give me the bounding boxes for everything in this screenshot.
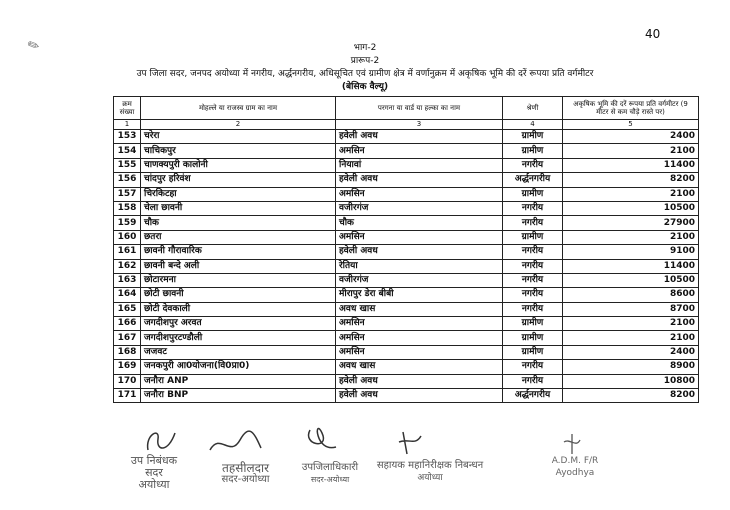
row-locality: चेला छावनी	[141, 201, 336, 215]
row-locality: छावनी बन्दे अली	[141, 259, 336, 273]
row-category: ग्रामीण	[503, 187, 563, 201]
row-pargana: हवेली अवध	[336, 173, 503, 187]
row-rate: 2100	[563, 230, 699, 244]
row-serial: 153	[114, 130, 141, 144]
table-row	[114, 389, 699, 403]
table-row	[114, 331, 699, 345]
row-pargana: वजीरगंज	[336, 201, 503, 215]
col-number: 2	[141, 120, 336, 130]
row-locality: छतरा	[141, 230, 336, 244]
rates-table	[113, 96, 699, 403]
row-locality: छावनी गौरावारिक	[141, 245, 336, 259]
row-rate: 8200	[563, 173, 699, 187]
row-locality: जजवट	[141, 345, 336, 359]
signature-scribble-icon	[560, 432, 584, 456]
row-rate: 10500	[563, 201, 699, 215]
row-locality: चाचिकपुर	[141, 144, 336, 158]
document-subtitle: (बेसिक वैल्यू)	[341, 82, 389, 92]
table-row	[114, 216, 699, 230]
signature-title: A.D.M. F/R	[551, 456, 599, 466]
signature-block	[535, 455, 615, 479]
row-locality: जनौरा ANP	[141, 374, 336, 388]
row-pargana: अमसिन	[336, 187, 503, 201]
row-rate: 10500	[563, 273, 699, 287]
col-header-locality: मोहल्ले या राजस्व ग्राम का नाम	[141, 97, 336, 120]
col-number: 5	[563, 120, 699, 130]
row-pargana: रेतिया	[336, 259, 503, 273]
table-row	[114, 259, 699, 273]
table-row	[114, 187, 699, 201]
row-rate: 2100	[563, 331, 699, 345]
signature-title: उपजिलाधिकारी	[301, 462, 359, 473]
row-pargana: हवेली अवध	[336, 245, 503, 259]
signature-line: सदर	[145, 466, 163, 479]
row-serial: 158	[114, 201, 141, 215]
row-pargana: हवेली अवध	[336, 374, 503, 388]
table-row	[114, 345, 699, 359]
row-category: नगरीय	[503, 360, 563, 374]
row-pargana: अमसिन	[336, 144, 503, 158]
table-header-row	[114, 97, 699, 120]
row-category: ग्रामीण	[503, 130, 563, 144]
row-category: नगरीय	[503, 245, 563, 259]
row-category: नगरीय	[503, 374, 563, 388]
row-category: नगरीय	[503, 302, 563, 316]
signature-line: अयोध्या	[138, 478, 170, 491]
signature-block	[365, 460, 495, 484]
row-rate: 11400	[563, 158, 699, 172]
row-locality: चाणक्यपुरी कालोनी	[141, 158, 336, 172]
row-rate: 2100	[563, 144, 699, 158]
signature-line: सदर-अयोध्या	[221, 474, 270, 485]
row-pargana: वजीरगंज	[336, 273, 503, 287]
signature-title: सहायक महानिरीक्षक निबन्धन	[376, 460, 484, 471]
col-number: 4	[503, 120, 563, 130]
row-serial: 162	[114, 259, 141, 273]
row-locality: जगदीशपुर अरवत	[141, 317, 336, 331]
page-number: 40	[645, 27, 661, 41]
row-pargana: अमसिन	[336, 230, 503, 244]
row-pargana: अमसिन	[336, 345, 503, 359]
table-row	[114, 230, 699, 244]
row-locality: छोटारमना	[141, 273, 336, 287]
signature-scribble-icon	[395, 428, 425, 458]
row-category: ग्रामीण	[503, 144, 563, 158]
col-header-pargana: परगना या वार्ड या हल्का का नाम	[336, 97, 503, 120]
row-serial: 169	[114, 360, 141, 374]
row-serial: 168	[114, 345, 141, 359]
row-rate: 2400	[563, 345, 699, 359]
row-serial: 171	[114, 389, 141, 403]
table-row	[114, 317, 699, 331]
pen-mark-icon: ✎	[25, 36, 43, 56]
row-rate: 8600	[563, 288, 699, 302]
table-row	[114, 144, 699, 158]
document-title: उप जिला सदर, जनपद अयोध्या में नगरीय, अर्द्धनगरीय, अधिसूचित एवं ग्रामीण क्षेत्र में वर्णानुक्रम में अकृषिक भूमि की दरें रूपया प्रति वर्गमीटर	[136, 69, 594, 79]
col-number: 1	[114, 120, 141, 130]
row-locality: चौक	[141, 216, 336, 230]
table-row	[114, 130, 699, 144]
signature-line: Ayodhya	[555, 468, 595, 478]
row-serial: 164	[114, 288, 141, 302]
row-locality: जनौरा BNP	[141, 389, 336, 403]
signature-title: उप निबंधक	[130, 454, 178, 467]
row-locality: छोटी छावनी	[141, 288, 336, 302]
row-category: नगरीय	[503, 288, 563, 302]
signature-scribble-icon	[300, 425, 340, 455]
row-pargana: अवध खास	[336, 302, 503, 316]
row-serial: 154	[114, 144, 141, 158]
row-serial: 170	[114, 374, 141, 388]
col-number: 3	[336, 120, 503, 130]
col-header-serial: क्रम संख्या	[114, 97, 141, 120]
row-serial: 167	[114, 331, 141, 345]
row-pargana: मीरापुर डेरा बीबी	[336, 288, 503, 302]
table-row	[114, 173, 699, 187]
row-locality: चांदपुर हरिवंश	[141, 173, 336, 187]
row-locality: जनकपुरी आ0योजना(वि0प्रा0)	[141, 360, 336, 374]
col-header-category: श्रेणी	[503, 97, 563, 120]
signature-scribble-icon	[140, 425, 180, 455]
row-serial: 166	[114, 317, 141, 331]
form-heading: प्रारूप-2	[350, 56, 380, 66]
signature-line: सदर-अयोध्या	[310, 475, 350, 484]
table-row	[114, 302, 699, 316]
signature-block	[285, 462, 375, 486]
row-serial: 155	[114, 158, 141, 172]
row-category: नगरीय	[503, 201, 563, 215]
row-category: नगरीय	[503, 158, 563, 172]
row-rate: 10800	[563, 374, 699, 388]
row-rate: 9100	[563, 245, 699, 259]
table-row	[114, 360, 699, 374]
row-category: नगरीय	[503, 216, 563, 230]
table-row	[114, 273, 699, 287]
row-category: नगरीय	[503, 273, 563, 287]
table-row	[114, 245, 699, 259]
column-number-row	[114, 120, 699, 130]
row-rate: 2100	[563, 187, 699, 201]
row-serial: 160	[114, 230, 141, 244]
part-heading: भाग-2	[353, 43, 377, 53]
signature-block	[198, 462, 293, 486]
row-pargana: अवध खास	[336, 360, 503, 374]
signature-block	[108, 455, 200, 491]
row-category: ग्रामीण	[503, 345, 563, 359]
row-locality: जगदीशपुरटण्डौली	[141, 331, 336, 345]
row-serial: 161	[114, 245, 141, 259]
signature-scribble-icon	[205, 430, 265, 460]
row-rate: 11400	[563, 259, 699, 273]
table-row	[114, 374, 699, 388]
row-serial: 157	[114, 187, 141, 201]
row-locality: चरेरा	[141, 130, 336, 144]
signature-title: तहसीलदार	[222, 461, 269, 475]
row-pargana: नियावां	[336, 158, 503, 172]
row-rate: 8900	[563, 360, 699, 374]
row-locality: छोटी देवकाली	[141, 302, 336, 316]
col-header-rate: अकृषिक भूमि की दरें रूपया प्रति वर्गमीटर (9 मीटर से कम चौड़े रास्ते पर)	[563, 97, 699, 120]
row-rate: 8200	[563, 389, 699, 403]
row-rate: 27900	[563, 216, 699, 230]
row-category: ग्रामीण	[503, 331, 563, 345]
row-serial: 156	[114, 173, 141, 187]
row-category: ग्रामीण	[503, 317, 563, 331]
row-pargana: चौक	[336, 216, 503, 230]
row-pargana: हवेली अवध	[336, 130, 503, 144]
row-category: ग्रामीण	[503, 230, 563, 244]
row-rate: 2100	[563, 317, 699, 331]
table-row	[114, 201, 699, 215]
row-category: अर्द्धनगरीय	[503, 389, 563, 403]
row-serial: 159	[114, 216, 141, 230]
row-serial: 163	[114, 273, 141, 287]
row-rate: 2400	[563, 130, 699, 144]
table-row	[114, 158, 699, 172]
row-serial: 165	[114, 302, 141, 316]
row-pargana: अमसिन	[336, 331, 503, 345]
signature-line: अयोध्या	[417, 473, 443, 483]
row-category: नगरीय	[503, 259, 563, 273]
row-pargana: अमसिन	[336, 317, 503, 331]
row-pargana: हवेली अवध	[336, 389, 503, 403]
row-locality: चिरकिटहा	[141, 187, 336, 201]
row-rate: 8700	[563, 302, 699, 316]
row-category: अर्द्धनगरीय	[503, 173, 563, 187]
table-row	[114, 288, 699, 302]
